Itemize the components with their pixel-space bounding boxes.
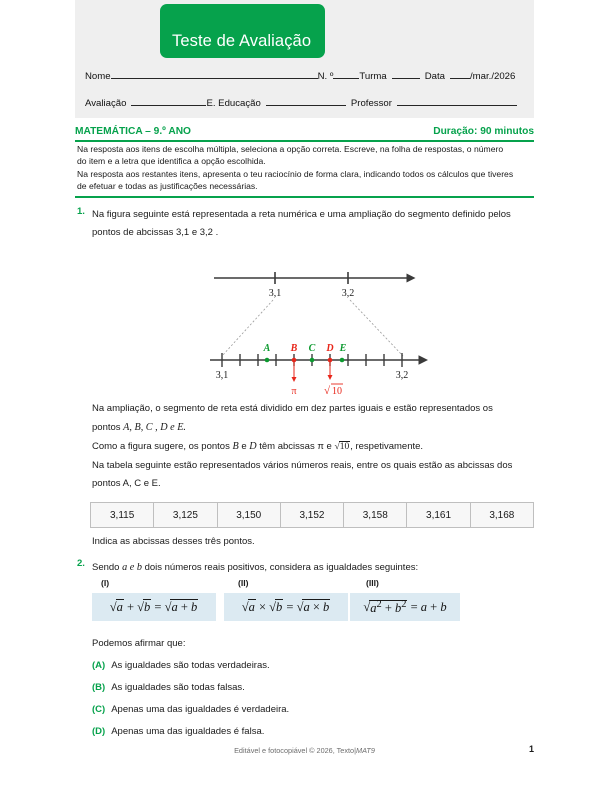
option-b[interactable] bbox=[92, 682, 245, 693]
subject-label: MATEMÁTICA – 9.º ANO bbox=[75, 126, 191, 137]
professor-label: Professor bbox=[350, 98, 392, 109]
turma-input-line[interactable] bbox=[392, 68, 420, 79]
q1-l3-g: , respetivamente. bbox=[350, 441, 424, 453]
option-d-letter: (D) bbox=[92, 726, 106, 737]
question-1-body bbox=[92, 400, 534, 493]
subject-row bbox=[75, 126, 534, 137]
rule-top bbox=[75, 140, 534, 142]
values-table bbox=[90, 502, 534, 528]
numero-input-line[interactable] bbox=[333, 68, 359, 79]
formula-2-render: √a × √b = √a × b bbox=[241, 599, 330, 614]
table-cell: 3,125 bbox=[154, 503, 217, 528]
question-1-stem-line-2: pontos de abcissas 3,1 e 3,2 . bbox=[92, 227, 219, 239]
q2-stem-vars: a e b bbox=[122, 562, 142, 573]
question-1-stem bbox=[92, 206, 534, 242]
question-1-body-line-1: Na ampliação, o segmento de reta está dividido em dez partes iguais e estão representados os bbox=[92, 403, 493, 414]
numero-label: N. º bbox=[317, 71, 334, 82]
q1-l3-c: e bbox=[238, 441, 250, 453]
data-input-line[interactable] bbox=[450, 68, 470, 79]
table-cell: 3,150 bbox=[217, 503, 280, 528]
question-2-stem bbox=[92, 558, 534, 577]
svg-text:3,2: 3,2 bbox=[341, 288, 355, 299]
footer-credit-text: Editável e fotocopiável © 2026, Texto bbox=[234, 746, 355, 755]
table-cell: 3,161 bbox=[407, 503, 470, 528]
number-line-figure bbox=[200, 258, 440, 398]
formula-box-3 bbox=[350, 593, 460, 621]
table-cell: 3,115 bbox=[91, 503, 154, 528]
data-suffix: /mar./2026 bbox=[470, 71, 516, 82]
svg-text:E: E bbox=[339, 343, 347, 354]
question-1-body-line-5: pontos A, C e E. bbox=[92, 477, 161, 489]
roman-label-ii: (II) bbox=[238, 578, 249, 588]
instructions-line-1: Na resposta aos itens de escolha múltipla, seleciona a opção correta. Escreve, na folha de respostas, o número bbox=[77, 144, 504, 154]
svg-text:10: 10 bbox=[332, 386, 342, 397]
table-cell: 3,158 bbox=[344, 503, 407, 528]
question-1-instruction: Indica as abcissas desses três pontos. bbox=[92, 536, 255, 547]
option-b-text: As igualdades são todas falsas. bbox=[111, 682, 245, 693]
svg-text:3,2: 3,2 bbox=[395, 370, 409, 381]
formula-box-1 bbox=[92, 593, 216, 621]
option-a-text: As igualdades são todas verdadeiras. bbox=[111, 660, 270, 671]
q1-l3-a: Como a figura sugere, os pontos bbox=[92, 441, 233, 453]
footer-credit: Editável e fotocopiável © 2026, Texto|MAT9 bbox=[234, 746, 375, 755]
option-d[interactable] bbox=[92, 726, 264, 737]
q1-point-b: B bbox=[232, 441, 239, 453]
table-cell: 3,152 bbox=[280, 503, 343, 528]
formula-3-render: $√a^2 + b^2 = a + b$ bbox=[363, 598, 447, 615]
instructions-line-2: do item e a letra que identifica a opção escolhida. bbox=[77, 156, 266, 167]
footer-credit-code: MAT9 bbox=[356, 746, 375, 755]
option-c-text: Apenas uma das igualdades é verdadeira. bbox=[111, 704, 290, 715]
svg-text:A: A bbox=[263, 343, 271, 354]
page-number: 1 bbox=[528, 744, 534, 754]
question-1-body-line-4: Na tabela seguinte estão representados vários números reais, entre os quais estão as abcissas dos bbox=[92, 459, 513, 471]
nome-label: Nome bbox=[85, 71, 111, 82]
svg-text:C: C bbox=[308, 343, 316, 354]
table-row bbox=[91, 503, 534, 528]
instructions-line-4: de efetuar e todas as justificações necessárias. bbox=[77, 181, 258, 192]
nome-input-line[interactable] bbox=[111, 68, 318, 79]
option-a-letter: (A) bbox=[92, 660, 106, 671]
title-box bbox=[160, 4, 325, 58]
svg-text:3,1: 3,1 bbox=[268, 288, 282, 299]
q1-l3-e: têm abcissas π e bbox=[256, 441, 335, 453]
question-1-body-line-3 bbox=[92, 437, 534, 456]
q2-stem-b: dois números reais positivos, considera as igualdades seguintes: bbox=[141, 562, 419, 573]
form-row-evaluation bbox=[85, 95, 529, 109]
duration-label: Duração: 90 minutos bbox=[433, 126, 534, 137]
svg-text:√: √ bbox=[324, 385, 331, 397]
avaliacao-label: Avaliação bbox=[85, 98, 127, 109]
option-d-text: Apenas uma das igualdades é falsa. bbox=[111, 726, 265, 737]
sqrt-icon: √10 bbox=[334, 442, 350, 453]
svg-text:π: π bbox=[291, 386, 297, 397]
turma-label: Turma bbox=[359, 71, 387, 82]
rule-bottom bbox=[75, 196, 534, 198]
q2-stem-a: Sendo bbox=[92, 562, 123, 573]
question-1-body-line-2 bbox=[92, 418, 534, 437]
svg-text:B: B bbox=[290, 343, 298, 354]
professor-input-line[interactable] bbox=[397, 95, 517, 106]
question-2-number: 2. bbox=[77, 558, 85, 569]
question-1-stem-line-1: Na figura seguinte está representada a reta numérica e uma ampliação do segmento definido pelos bbox=[92, 209, 511, 220]
q1-points-list: A, B, C , D e E. bbox=[123, 422, 186, 434]
instructions-block bbox=[77, 143, 534, 193]
formula-box-2 bbox=[224, 593, 348, 621]
svg-text:3,1: 3,1 bbox=[215, 370, 229, 381]
encarregado-input-line[interactable] bbox=[266, 95, 346, 106]
option-a[interactable] bbox=[92, 660, 270, 671]
q1-points-prefix: pontos bbox=[92, 422, 124, 434]
data-label: Data bbox=[424, 71, 445, 82]
roman-label-iii: (III) bbox=[366, 578, 379, 588]
formula-1-render: √a + √b = √a + b bbox=[109, 599, 198, 614]
avaliacao-input-line[interactable] bbox=[131, 95, 206, 106]
roman-label-i: (I) bbox=[101, 578, 110, 588]
option-c[interactable] bbox=[92, 704, 289, 715]
form-row-identification bbox=[85, 68, 529, 82]
instructions-line-3: Na resposta aos restantes itens, apresenta o teu raciocínio de forma clara, indicando todos os cálculos que tiveres bbox=[77, 168, 514, 179]
option-c-letter: (C) bbox=[92, 704, 106, 715]
option-b-letter: (B) bbox=[92, 682, 106, 693]
q1-point-d: D bbox=[249, 441, 257, 453]
question-1-number: 1. bbox=[77, 206, 85, 217]
table-cell: 3,168 bbox=[470, 503, 533, 528]
question-2-ask: Podemos afirmar que: bbox=[92, 638, 186, 649]
encarregado-label: E. Educação bbox=[206, 98, 261, 109]
page-title: Teste de Avaliação bbox=[172, 32, 312, 50]
svg-text:D: D bbox=[326, 343, 334, 354]
q1-radicand: 10 bbox=[339, 442, 350, 453]
